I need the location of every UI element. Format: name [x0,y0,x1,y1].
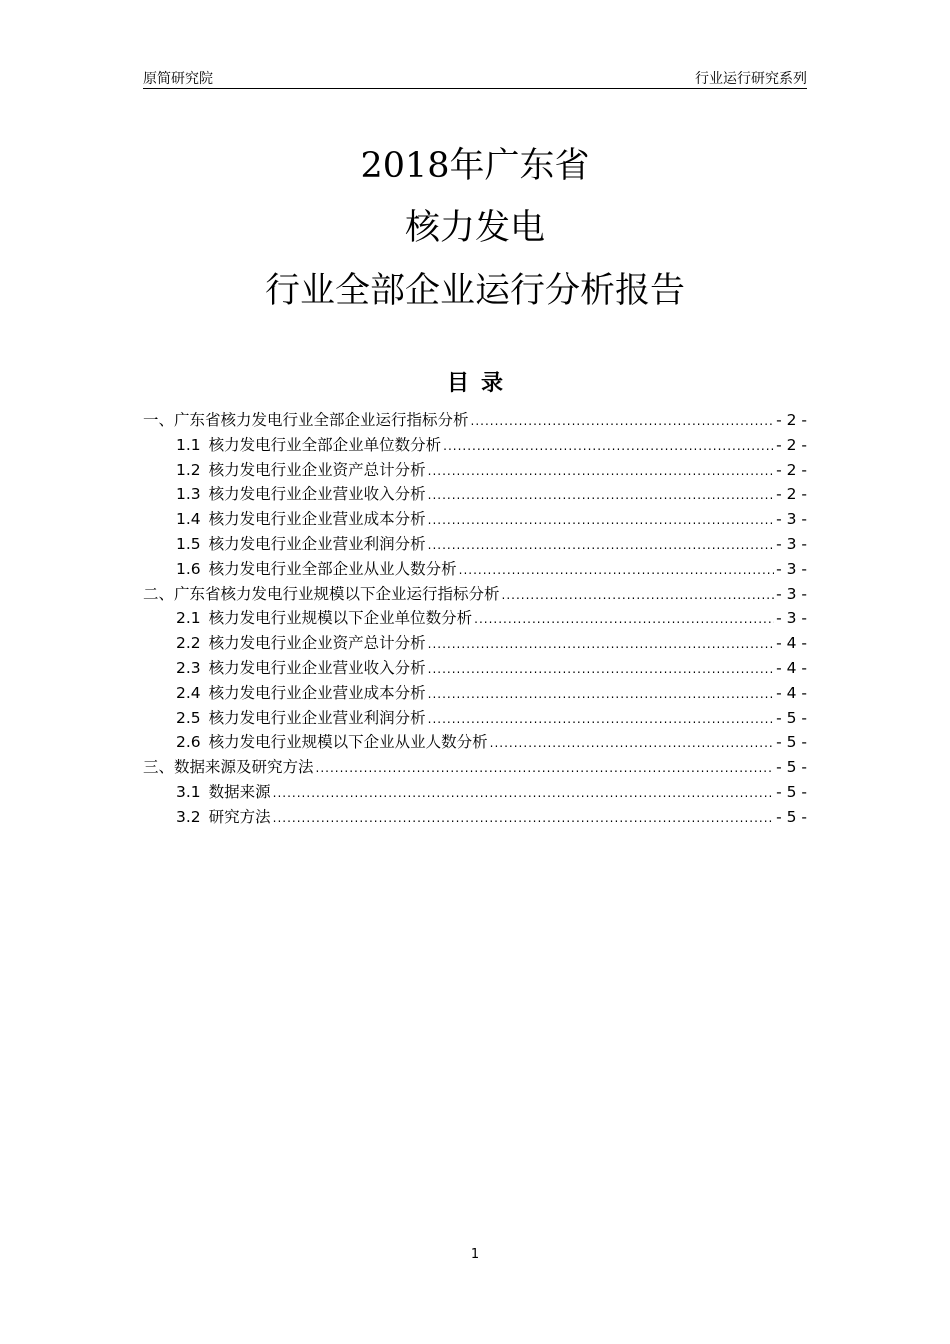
table-of-contents [143,408,807,830]
toc-entry-number: 1.2 [176,460,201,479]
toc-entry-label: 核力发电行业企业资产总计分析 [208,634,426,653]
toc-entry-page: - 4 - [776,634,807,653]
toc-entry-label: 核力发电行业企业营业成本分析 [208,683,426,702]
toc-entry-label: 核力发电行业规模以下企业从业人数分析 [208,733,488,752]
toc-dot-leader [428,459,774,483]
page-number: 1 [470,1247,480,1262]
toc-entry[interactable] [143,805,807,830]
toc-entry-label: 数据来源 [208,782,271,801]
toc-entry[interactable] [143,755,807,780]
toc-entry-label: 核力发电行业企业营业利润分析 [208,534,426,553]
toc-entry-label: 核力发电行业规模以下企业单位数分析 [208,609,473,628]
toc-entry-number: 2.1 [176,609,201,628]
toc-dot-leader [428,657,774,681]
toc-dot-leader [428,508,774,532]
toc-entry-page: - 5 - [776,807,807,826]
toc-entry-page: - 3 - [776,584,807,603]
toc-entry-number: 1.4 [176,510,201,529]
toc-entry[interactable] [143,582,807,607]
toc-dot-leader [428,707,774,731]
toc-entry-number: 1.3 [176,485,201,504]
header-series: 行业运行研究系列 [695,71,807,87]
toc-entry[interactable] [143,706,807,731]
toc-entry-page: - 2 - [776,460,807,479]
toc-entry-label: 三、数据来源及研究方法 [143,758,314,777]
toc-entry-number: 2.5 [176,708,201,727]
toc-entry-label: 研究方法 [208,807,271,826]
page-header [143,66,807,89]
toc-entry[interactable] [143,532,807,557]
toc-entry-label: 核力发电行业企业资产总计分析 [208,460,426,479]
toc-dot-leader [428,682,774,706]
toc-entry-page: - 2 - [776,411,807,429]
toc-entry-number: 2.6 [176,733,201,752]
toc-dot-leader [443,434,774,458]
toc-heading: 目录 [446,371,515,396]
report-title-line-3: 行业全部企业运行分析报告 [264,271,685,311]
toc-entry-label: 核力发电行业企业营业收入分析 [208,658,426,677]
toc-entry-page: - 5 - [776,708,807,727]
toc-entry-label: 核力发电行业企业营业成本分析 [208,510,426,529]
toc-entry-page: - 4 - [776,683,807,702]
toc-entry-page: - 5 - [776,782,807,801]
report-title-line-1: 2018年广东省 [360,146,590,186]
toc-entry-number: 1.6 [176,559,201,578]
toc-dot-leader [273,781,774,805]
toc-entry-page: - 3 - [776,534,807,553]
toc-entry[interactable] [143,681,807,706]
toc-entry[interactable] [143,631,807,656]
toc-entry[interactable] [143,606,807,631]
toc-entry[interactable] [143,458,807,483]
toc-entry[interactable] [143,433,807,458]
toc-entry-page: - 5 - [776,758,807,777]
toc-entry-number: 2.4 [176,683,201,702]
toc-dot-leader [490,731,774,755]
header-publisher: 原简研究院 [143,71,213,87]
toc-entry-number: 1.1 [176,435,201,454]
toc-entry[interactable] [143,730,807,755]
toc-dot-leader [428,533,774,557]
toc-entry-page: - 3 - [776,559,807,578]
toc-entry[interactable] [143,507,807,532]
toc-entry-page: - 3 - [776,510,807,529]
toc-entry[interactable] [143,557,807,582]
toc-entry[interactable] [143,656,807,681]
toc-entry-number: 3.1 [176,782,201,801]
toc-entry-label: 一、广东省核力发电行业全部企业运行指标分析 [143,411,469,429]
toc-entry-label: 核力发电行业企业营业收入分析 [208,485,426,504]
toc-dot-leader [428,483,774,507]
toc-entry-page: - 3 - [776,609,807,628]
toc-entry-number: 1.5 [176,534,201,553]
toc-entry-label: 二、广东省核力发电行业规模以下企业运行指标分析 [143,584,500,603]
toc-entry-number: 2.3 [176,658,201,677]
toc-entry-label: 核力发电行业企业营业利润分析 [208,708,426,727]
toc-entry-number: 2.2 [176,634,201,653]
toc-entry[interactable] [143,408,807,433]
toc-dot-leader [474,607,774,631]
toc-dot-leader [471,409,775,433]
toc-entry[interactable] [143,482,807,507]
toc-entry-number: 3.2 [176,807,201,826]
toc-dot-leader [502,583,775,607]
toc-dot-leader [459,558,774,582]
toc-entry-page: - 5 - [776,733,807,752]
toc-entry-page: - 2 - [776,435,807,454]
toc-dot-leader [428,632,774,656]
toc-entry[interactable] [143,780,807,805]
report-title-line-2: 核力发电 [404,208,545,248]
toc-entry-label: 核力发电行业全部企业单位数分析 [208,435,442,454]
toc-dot-leader [316,756,775,780]
toc-entry-page: - 4 - [776,658,807,677]
toc-entry-label: 核力发电行业全部企业从业人数分析 [208,559,457,578]
toc-dot-leader [273,806,774,830]
toc-entry-page: - 2 - [776,485,807,504]
